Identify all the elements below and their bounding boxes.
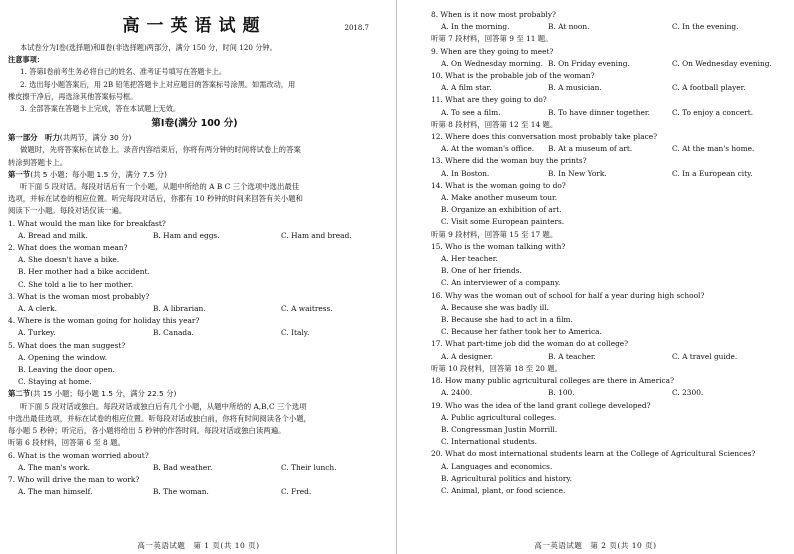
- question-4: 4. Where is the woman going for holiday this year?: [8, 316, 200, 326]
- question-10-options: [431, 82, 782, 94]
- part1-detail: (共两节，满分 30 分): [59, 133, 132, 143]
- question-11-options: [431, 107, 782, 119]
- option-b: B. A musician.: [548, 83, 602, 93]
- exam-date: 2018.7: [344, 24, 369, 32]
- question-17: 17. What part-time job did the woman do at college?: [431, 339, 629, 349]
- title-row: [8, 14, 381, 42]
- part1-instructions-2: 转涂到答题卡上。: [8, 157, 68, 167]
- question-14: 14. What is the woman going to do?: [431, 180, 566, 190]
- part1-instructions-1: 做题时，先将答案标在试卷上。录音内容结束后，你将有两分钟的时间将试卷上的答案: [20, 145, 301, 155]
- section1-instructions-3: 阅读下一小题。每段对话仅读一遍。: [8, 206, 127, 216]
- question-1-options: [8, 230, 381, 242]
- question-3: 3. What is the woman most probably?: [8, 291, 150, 301]
- section2-detail: (共 15 小题；每小题 1.5 分，满分 22.5 分): [30, 389, 177, 399]
- question-6: 6. What is the woman worried about?: [8, 450, 149, 460]
- question-13-options: [431, 168, 782, 180]
- question-3-options: [8, 303, 381, 315]
- option-a: A. In Boston.: [441, 168, 490, 178]
- option-b: B. Bad weather.: [153, 462, 213, 472]
- question-10: 10. What is the probable job of the woman?: [431, 71, 595, 81]
- option-b: B. To have dinner together.: [548, 107, 650, 117]
- section1-label: 第一节: [8, 169, 31, 179]
- option-a: A. The man's work.: [18, 462, 90, 472]
- option-a: A. Bread and milk.: [18, 230, 88, 240]
- option-b: B. At a museum of art.: [548, 144, 633, 154]
- note-2: 2. 选出每小题答案后，用 2B 铅笔把答题卡上对应题目的答案标号涂黑。如需改动，用: [20, 79, 296, 89]
- option-a: A. Because she was badly ill.: [441, 302, 550, 312]
- option-b: B. Leaving the door open.: [18, 365, 115, 375]
- option-a: A. A designer.: [441, 351, 493, 361]
- exam-page-2: [397, 0, 794, 554]
- question-5: 5. What does the man suggest?: [8, 340, 126, 350]
- question-8: 8. When is it now most probably?: [431, 10, 556, 19]
- note-3: 3. 全部答案在答题卡上完成，答在本试题上无效。: [20, 104, 181, 114]
- option-b: B. On Friday evening.: [548, 58, 630, 68]
- option-c: C. In the evening.: [672, 22, 739, 32]
- option-c: C. In a European city.: [672, 168, 753, 178]
- option-c: C. Staying at home.: [18, 377, 92, 387]
- question-12: 12. Where does this conversation most probably take place?: [431, 132, 658, 142]
- option-c: C. Visit some European painters.: [441, 217, 565, 227]
- option-a: A. She doesn't have a bike.: [18, 255, 120, 265]
- option-a: A. Her teacher.: [441, 254, 498, 264]
- question-9: 9. When are they going to meet?: [431, 46, 554, 56]
- option-a: A. Opening the window.: [18, 352, 108, 362]
- section1-heading: [8, 169, 381, 181]
- option-c: C. To enjoy a concert.: [672, 107, 754, 117]
- option-c: C. Because her father took her to America.: [441, 327, 602, 337]
- question-7-options: [8, 486, 381, 498]
- option-c: C. International students.: [441, 437, 537, 447]
- section2-heading: [8, 388, 381, 400]
- option-b: B. In New York.: [548, 168, 607, 178]
- question-7: 7. Who will drive the man to work?: [8, 474, 140, 484]
- option-a: A. Turkey.: [18, 328, 56, 338]
- lead-18-20: 听第 10 段材料，回答第 18 至 20 题。: [431, 363, 562, 373]
- question-15: 15. Who is the woman talking with?: [431, 241, 566, 251]
- option-b: B. Her mother had a bike accident.: [18, 267, 150, 277]
- option-b: B. A librarian.: [153, 304, 206, 314]
- question-16: 16. Why was the woman out of school for half a year during high school?: [431, 290, 705, 300]
- question-2: 2. What does the woman mean?: [8, 243, 128, 253]
- option-c: C. Animal, plant, or food science.: [441, 485, 566, 495]
- question-1: 1. What would the man like for breakfast?: [8, 218, 166, 228]
- notes-heading: 注意事项：: [8, 55, 44, 65]
- option-b: B. A teacher.: [548, 351, 596, 361]
- question-19: 19. Who was the idea of the land grant college developed?: [431, 400, 651, 410]
- question-9-options: [431, 58, 782, 70]
- page-footer: 高一英语试题 第 1 页(共 10 页): [137, 540, 260, 550]
- option-b: B. At noon.: [548, 22, 590, 32]
- option-b: B. Canada.: [153, 328, 194, 338]
- option-c: C. At the man's home.: [672, 144, 755, 154]
- question-6-options: [8, 462, 381, 474]
- option-b: B. Because she had to act in a film.: [441, 315, 573, 325]
- page-footer: 高一英语试题 第 2 页(共 10 页): [534, 540, 657, 550]
- option-a: A. On Wednesday morning.: [441, 58, 543, 68]
- option-b: B. Organize an exhibition of art.: [441, 205, 562, 215]
- section2-lead-6: 听第 6 段材料，回答第 6 至 8 题。: [8, 438, 125, 448]
- option-c: C. Italy.: [281, 328, 310, 338]
- section2-instructions-3: 每小题 5 秒钟；听完后，各小题将给出 5 秒钟的作答时间。每段对话或独白读两遍。: [8, 426, 286, 436]
- option-c: C. On Wednesday evening.: [672, 58, 772, 68]
- option-c: C. Ham and bread.: [281, 230, 352, 240]
- section-title: 第Ⅰ卷(满分 100 分): [151, 118, 238, 130]
- option-a: A. The man himself.: [18, 487, 93, 497]
- option-b: B. Congressman Justin Morrill.: [441, 424, 558, 434]
- lead-12-14: 听第 8 段材料，回答第 12 至 14 题。: [431, 119, 558, 129]
- section1-instructions-2: 选项，并标在试卷的相应位置。听完每段对话后，你都有 10 秒钟的时间来回答有关小题和: [8, 194, 303, 204]
- option-c: C. A football player.: [672, 83, 746, 93]
- question-4-options: [8, 327, 381, 339]
- option-b: B. The woman.: [153, 487, 209, 497]
- section2-instructions-2: 中选出最佳选项，并标在试卷的相应位置。听每段对话或独白前，你将有时间阅读各个小题，: [8, 413, 312, 423]
- option-c: C. 2300.: [672, 388, 704, 398]
- question-18: 18. How many public agricultural colleges are there in America?: [431, 376, 675, 386]
- lead-9-11: 听第 7 段材料，回答第 9 至 11 题。: [431, 34, 553, 44]
- option-a: A. 2400.: [441, 388, 473, 398]
- exam-intro: 本试卷分为Ⅰ卷(选择题)和Ⅱ卷(非选择题)两部分，满分 150 分，时间 120 分钟。: [20, 43, 277, 52]
- option-a: A. A clerk.: [18, 304, 57, 314]
- option-b: B. One of her friends.: [441, 266, 522, 276]
- option-a: A. At the woman's office.: [441, 144, 535, 154]
- question-12-options: [431, 143, 782, 155]
- section2-instructions-1: 听下面 5 段对话或独白。每段对话或独白后有几个小题，从题中所给的 A,B,C 三个选项: [20, 401, 307, 411]
- question-17-options: [431, 351, 782, 363]
- option-b: B. Agricultural politics and history.: [441, 473, 572, 483]
- question-13: 13. Where did the woman buy the prints?: [431, 156, 587, 166]
- question-11: 11. What are they going to do?: [431, 95, 547, 105]
- option-a: A. To see a film.: [441, 107, 501, 117]
- option-c: C. She told a lie to her mother.: [18, 279, 134, 289]
- part1-heading: [8, 132, 381, 144]
- option-a: A. Make another museum tour.: [441, 193, 558, 203]
- exam-title: 高一英语试题: [122, 16, 267, 36]
- note-1: 1. 答第Ⅰ卷前考生务必将自己的姓名、准考证号填写在答题卡上。: [20, 67, 227, 77]
- option-b: B. Ham and eggs.: [153, 230, 220, 240]
- question-8-options: [431, 21, 782, 33]
- section1-instructions-1: 听下面 5 段对话。每段对话后有一个小题，从题中所给的 A B C 三个选项中选出最佳: [20, 182, 300, 192]
- option-a: A. Public agricultural colleges.: [441, 412, 557, 422]
- option-a: A. In the morning.: [441, 22, 510, 32]
- section1-detail: (共 5 小题；每小题 1.5 分，满分 7.5 分): [30, 169, 167, 179]
- option-c: C. Their lunch.: [281, 462, 337, 472]
- option-c: C. An interviewer of a company.: [441, 278, 561, 288]
- option-c: C. A travel guide.: [672, 351, 738, 361]
- option-b: B. 100.: [548, 388, 575, 398]
- option-c: C. A waitress.: [281, 304, 333, 314]
- question-20: 20. What do most international students learn at the College of Agricultural Sciences?: [431, 449, 756, 459]
- option-a: A. Languages and economics.: [441, 461, 553, 471]
- lead-15-17: 听第 9 段材料，回答第 15 至 17 题。: [431, 229, 558, 239]
- part1-label: 第一部分 听力: [8, 133, 60, 143]
- note-2-cont: 橡皮擦干净后，再选涂其他答案标号框。: [8, 91, 138, 101]
- option-a: A. A film star.: [441, 83, 492, 93]
- section2-label: 第二节: [8, 389, 31, 399]
- question-18-options: [431, 387, 782, 399]
- option-c: C. Fred.: [281, 487, 312, 497]
